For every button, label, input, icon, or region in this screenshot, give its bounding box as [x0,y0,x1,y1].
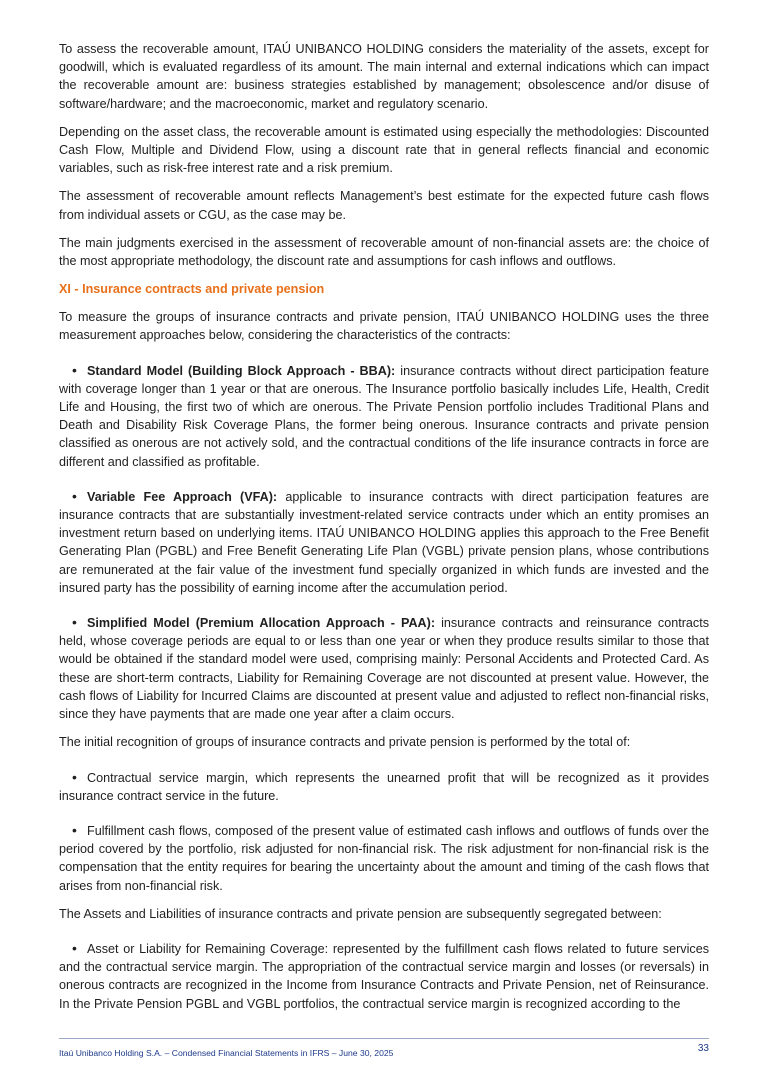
section-heading: XI - Insurance contracts and private pension [59,282,325,297]
paragraph-initial-recognition: The initial recognition of groups of insurance contracts and private pension is performed by the total of: [59,735,631,750]
approach-title: Variable Fee Approach (VFA): [87,489,278,504]
approach-text: insurance contracts and reinsurance contracts held, whose coverage periods are equal to or less than one year or when they produce results similar to those that would be obtained if the standard model were used, comprising mainly: Personal Accidents and Protected Card. As these are short-term contracts, Liability for Remaining Coverage are not discounted at present value. However, the cash flows of Liability for Incurred Claims are discounted at present value and adjusted to reflect non-financial risks, since they have payments that are made one year after a claim occurs. [59,616,709,722]
approach-vfa [59,481,709,597]
approach-text: applicable to insurance contracts with direct participation features are insurance contracts that are substantially investment-related service contracts under which an entity promises an investment return based on underlying items. ITAÚ UNIBANCO HOLDING applies this approach to the Free Benefit Generating Plan (PGBL) and Free Benefit Generating Life Plan (VGBL) private pension plans, whose contributions are remunerated at the fair value of the investment fund specially organized in which funds are invested and the insured party has the possibility of earning income after the accumulation period. [59,489,710,595]
paragraph-intro: To measure the groups of insurance contracts and private pension, ITAÚ UNIBANCO HOLDING uses the three measurement approaches below, considering the characteristics of the contracts: [59,310,709,343]
segregation-item [59,933,709,1013]
segregation-item-text: Asset or Liability for Remaining Coverage: represented by the fulfillment cash flows related to future services and the contractual service margin. The appropriation of the contractual service margin and losses (or reversals) in onerous contracts are recognized in the Income from Insurance Contracts and Private Pension, net of Reinsurance. In the Private Pension PGBL and VGBL portfolios, the contractual service margin is recognized according to the [59,941,709,1011]
recognition-item [59,815,709,895]
bullet-icon: • [72,768,77,785]
bullet-icon: • [72,614,77,631]
bullet-icon: • [72,361,77,378]
recognition-item [59,762,709,805]
page-number: 33 [697,1043,709,1054]
approach-text: insurance contracts without direct participation feature with coverage longer than 1 year or that are onerous. The Insurance portfolio basically includes Life, Health, Credit Life and Housing, the first two of which are onerous. The Private Pension portfolio includes Traditional Plans and Death and Disability Risk Coverage Plans, the former being onerous. Insurance contracts and private pension classified as onerous are not actively sold, and the contractual conditions of the life insurance contracts in force are different and classified as profitable. [59,363,709,469]
document-page [59,40,709,1023]
page-footer [59,1038,709,1061]
approach-title: Standard Model (Building Block Approach - BBA): [87,363,396,378]
paragraph-segregation: The Assets and Liabilities of insurance contracts and private pension are subsequently segregated between: [59,906,662,921]
bullet-icon: • [72,939,77,956]
approach-title: Simplified Model (Premium Allocation Approach - PAA): [87,616,436,631]
paragraph-methodologies: Depending on the asset class, the recoverable amount is estimated using especially the methodologies: Discounted Cash Flow, Multiple and Dividend Flow, using a discount rate that in general reflects financial and economic variables, such as risk-free interest rate and a risk premium. [59,124,709,176]
paragraph-assessment: The assessment of recoverable amount reflects Management’s best estimate for the expected future cash flows from individual assets or CGU, as the case may be. [59,189,709,222]
recognition-item-text: Contractual service margin, which represents the unearned profit that will be recognized as it provides insurance contract service in the future. [59,770,709,803]
bullet-icon: • [72,821,77,838]
bullet-icon: • [72,487,77,504]
recognition-item-text: Fulfillment cash flows, composed of the present value of estimated cash inflows and outflows of funds over the period covered by the portfolio, risk adjusted for non-financial risk. The risk adjustment for non-financial risk is the compensation that the entity requires for bearing the uncertainty about the amount and timing of the cash flows that arises from non-financial risk. [59,823,709,893]
paragraph-recoverable-amount: To assess the recoverable amount, ITAÚ UNIBANCO HOLDING considers the materiality of the assets, except for goodwill, which is evaluated regardless of its amount. The main internal and external indications which can impact the recoverable amount are: business strategies established by management; obsolescence and/or disuse of software/hardware; and the macroeconomic, market and regulatory scenario. [59,42,709,111]
approach-bba [59,355,709,471]
paragraph-judgments: The main judgments exercised in the assessment of recoverable amount of non-financial assets are: the choice of the most appropriate methodology, the discount rate and assumptions for cash inflows and outflows. [59,235,709,269]
approach-paa [59,607,709,723]
footer-document-title: Itaú Unibanco Holding S.A. – Condensed Financial Statements in IFRS – June 30, 2025 [59,1048,394,1058]
